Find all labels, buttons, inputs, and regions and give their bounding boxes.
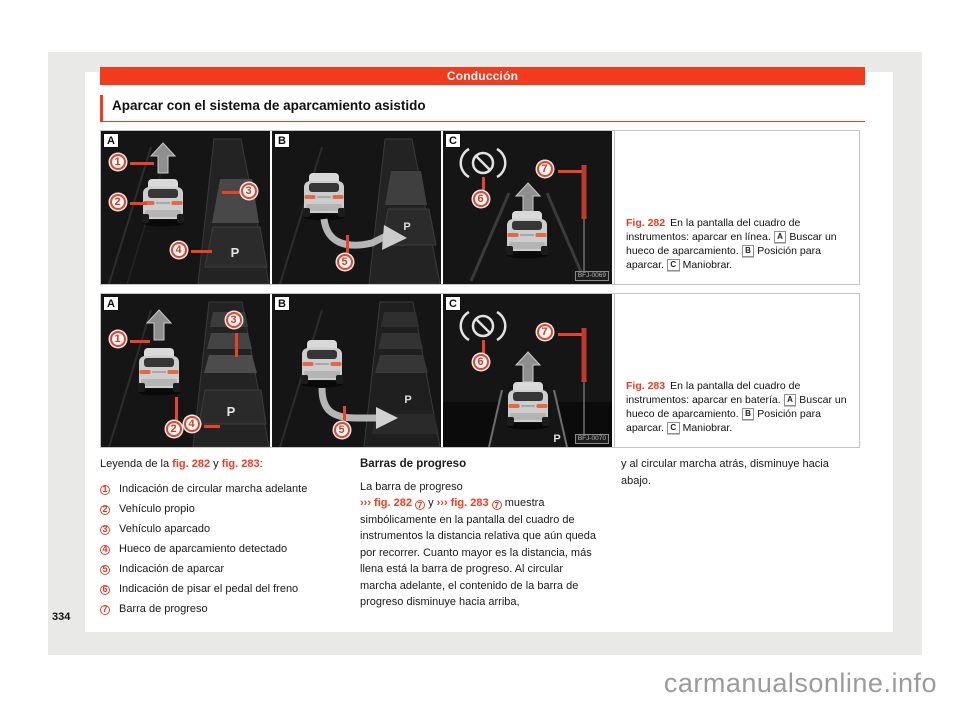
legend-number-icon: 4 [100,545,110,555]
fig283-panel-c [443,294,612,447]
fig282-panel-b [272,131,441,284]
callout-badge: 1 [110,331,126,347]
legend-item [100,520,340,540]
legend-label: Indicación de aparcar [119,563,225,576]
legend-label: Hueco de aparcamiento detectado [119,543,288,556]
callout-badge: 2 [110,194,126,210]
legend-column [100,456,340,620]
parallel-parking-position-illustration [272,131,441,284]
callout-badge: 6 [473,354,489,370]
caption-text: Buscar un hueco de aparcamiento. [626,231,837,257]
panel-letter: A [103,296,119,311]
callout-leader [346,235,349,255]
continuation-paragraph: y al circular marcha atrás, disminuye hacia abajo. [621,458,829,487]
panel-letter: A [103,133,119,148]
callout-leader [204,425,220,428]
legend-item [100,560,340,580]
callout-badge: 3 [241,183,257,199]
key-letter-b: B [742,408,755,420]
legend-number-icon: 5 [100,565,110,575]
chapter-header: Conducción [100,67,865,85]
figure-282 [100,130,860,285]
figure-number: Fig. 282 [626,217,666,229]
callout-leader [175,397,178,422]
legend-heading-text: y [210,458,222,470]
legend-number-icon: 6 [100,585,110,595]
callout-badge: 1 [110,154,126,170]
callout-badge: 7 [537,324,553,340]
parking-p-mark: P [553,433,561,445]
fig282-caption [614,131,859,284]
legend-number-icon: 1 [100,485,110,495]
callout-leader [130,202,147,205]
key-letter-a: A [774,231,787,243]
legend-number-icon: 7 [100,605,110,615]
callout-badge: 4 [171,242,187,258]
caption-text: En la pantalla del cuadro de instrumentos: aparcar en batería. [626,380,801,406]
panel-letter: C [445,133,461,148]
callout-leader [558,333,582,336]
callout-badge: 7 [537,161,553,177]
fig282-link[interactable]: ››› fig. 282 [360,497,412,509]
figure-number: Fig. 283 [626,380,666,392]
legend-item [100,600,340,620]
fig283-link[interactable]: fig. 283 [221,458,260,470]
legend-heading-text: : [259,458,263,470]
fig283-caption [614,294,859,447]
callout-badge: 4 [184,416,200,432]
callout-badge: 5 [334,422,350,438]
page-number: 334 [52,611,71,623]
parallel-parking-search-illustration [101,131,270,284]
watermark-link[interactable]: carmanualsonline.info [663,668,937,698]
callout-leader [235,333,238,357]
progress-bars-column [360,456,598,611]
legend-number-icon: 2 [100,505,110,515]
page-title: Aparcar con el sistema de aparcamiento asistido [100,95,865,122]
panel-letter: B [274,296,290,311]
legend-label: Barra de progreso [119,603,208,616]
figure-283 [100,293,860,448]
key-letter-b: B [742,245,755,257]
parking-p-mark: P [404,394,412,406]
fig282-link[interactable]: fig. 282 [172,458,211,470]
caption-text: Maniobrar. [682,422,733,434]
callout-7-icon: 7 [415,500,425,510]
parking-p-mark: P [403,221,411,233]
caption-text: Posición para aparcar. [626,245,821,271]
legend-item [100,500,340,520]
fig283-panel-a [101,294,270,447]
paragraph-text: La barra de progreso [360,480,463,493]
panel-letter: C [445,296,461,311]
panel-letter: B [274,133,290,148]
callout-7-icon: 7 [492,500,502,510]
callout-badge: 6 [473,191,489,207]
callout-leader [130,162,154,165]
legend-label: Vehículo propio [119,503,195,516]
legend-number-icon: 3 [100,525,110,535]
callout-badge: 5 [337,254,353,270]
legend-heading-text: Leyenda de la [100,458,173,470]
legend-heading [100,456,340,473]
key-letter-a: A [784,394,797,406]
fig282-panel-c [443,131,612,284]
bay-parking-position-illustration [272,294,441,447]
callout-leader [222,191,242,194]
caption-text: Posición para aparcar. [626,408,821,434]
legend-item [100,480,340,500]
callout-leader [482,340,485,354]
legend-label: Vehículo aparcado [119,523,211,536]
caption-text: Buscar un hueco de aparcamiento. [626,394,847,420]
callout-leader [191,250,212,253]
bay-parking-maneuver-illustration [443,294,612,447]
paragraph-text: muestra simbólicamente en la pantalla del cuadro de instrumentos la distancia relativa que aún queda por recorrer. Cuanto mayor es la distancia, más llena está la barra de progreso. Al circular marcha adelante, el contenido de la barra de progreso disminuye hacia arriba, [360,497,597,608]
parking-p-mark: P [230,245,240,260]
continuation-column [621,456,861,489]
progress-paragraph [360,479,598,611]
key-letter-c: C [667,422,680,434]
legend-item [100,580,340,600]
fig282-panel-a [101,131,270,284]
callout-leader [482,177,485,191]
callout-badge: 2 [166,421,182,437]
key-letter-c: C [667,259,680,271]
image-code: BFJ-0070 [575,434,609,444]
fig283-link[interactable]: ››› fig. 283 [436,497,489,509]
legend-label: Indicación de circular marcha adelante [119,483,308,496]
legend-list [100,480,340,620]
callout-badge: 3 [226,312,242,328]
parallel-parking-maneuver-illustration [443,131,612,284]
legend-label: Indicación de pisar el pedal del freno [119,583,299,596]
legend-item [100,540,340,560]
subsection-heading: Barras de progreso [360,458,467,470]
parking-p-mark: P [226,404,236,419]
paragraph-text: y [428,497,434,509]
callout-leader [130,340,150,343]
caption-text: Maniobrar. [682,259,733,271]
fig283-panel-b [272,294,441,447]
caption-text: En la pantalla del cuadro de instrumentos: aparcar en línea. [626,217,801,243]
callout-leader [558,170,582,173]
image-code: BFJ-0069 [575,271,609,281]
